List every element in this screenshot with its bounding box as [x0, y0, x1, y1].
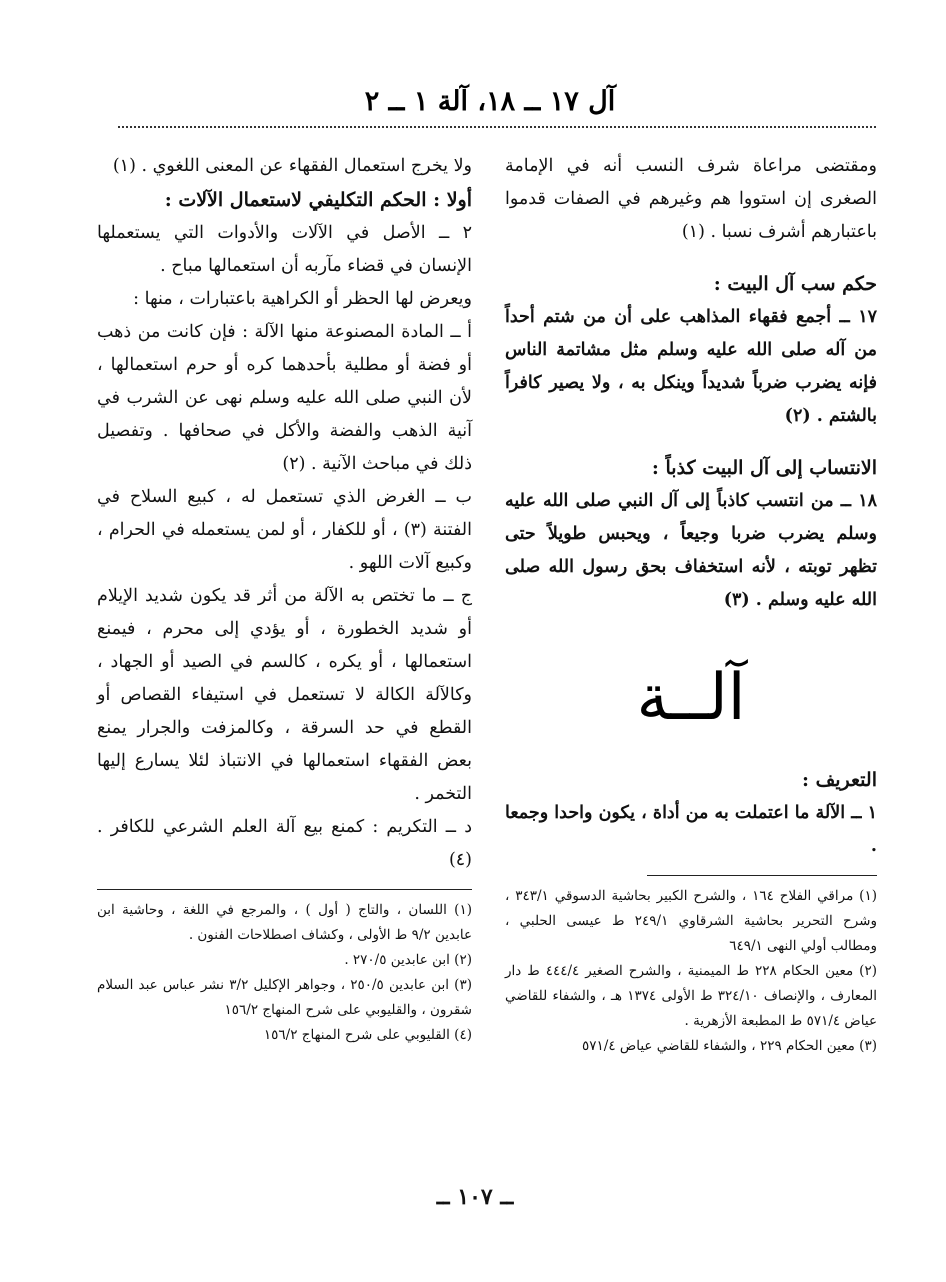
footnotes-right	[505, 884, 877, 1059]
page-header: آل ١٧ ــ ١٨، آلة ١ ــ ٢	[364, 86, 616, 117]
heading-false-lineage: الانتساب إلى آل البيت كذباً :	[651, 457, 877, 479]
footnote-divider-right	[647, 875, 877, 876]
item-d: د ــ التكريم : كمنع بيع آلة العلم الشرعي للكافر . (٤)	[97, 817, 472, 870]
heading-insult-ruling: حكم سب آل البيت :	[713, 273, 877, 295]
paragraph-2: ٢ ــ الأصل في الآلات والأدوات التي يستعملها الإنسان في قضاء مآربه أن استعمالها مباح .	[97, 223, 472, 276]
footnote-right-3: (٣) معين الحكام ٢٢٩ ، والشفاء للقاضي عياض ٥٧١/٤	[582, 1038, 877, 1054]
footnote-right-1: (١) مراقي الفلاح ١٦٤ ، والشرح الكبير بحاشية الدسوقي ٣٤٣/١ ، وشرح التحرير بحاشية الشرقاوي ٢٤٩/١ ط عيسى الحلبي ، ومطالب أولي النهى ٦٤٩/١	[505, 888, 877, 954]
paragraph-17: ١٧ ــ أجمع فقهاء المذاهب على أن من شتم أحداً من آله صلى الله عليه وسلم مثل مشاتمة الناس فإنه يضرب ضرباً شديداً وينكل به ، ولا يصير كافراً بالشتم . (٢)	[505, 307, 877, 426]
paragraph-2b: ويعرض لها الحظر أو الكراهية باعتبارات ، منها :	[133, 289, 472, 309]
paragraph-18: ١٨ ــ من انتسب كاذباً إلى آل النبي صلى الله عليه وسلم يضرب ضربا وجيعاً ، ويحبس طويلاً حتى تظهر توبته ، لأنه استخفاف بحق رسول الله صلى الله عليه وسلم . (٣)	[505, 491, 877, 610]
heading-definition: التعريف :	[801, 769, 877, 791]
item-a: أ ــ المادة المصنوعة منها الآلة : فإن كانت من ذهب أو فضة أو مطلية بأحدهما كره أو حرم استعمالها ، لأن النبي صلى الله عليه وسلم نهى عن الشرب في آنية الذهب والفضة والأكل في صحافها . وتفصيل ذلك في مباحث الآنية . (٢)	[97, 322, 472, 474]
item-c: ج ــ ما تختص به الآلة من أثر قد يكون شديد الإيلام أو شديد الخطورة ، أو يؤدي إلى محرم ، فيمنع استعمالها ، أو يكره ، كالسم في الصيد أو الجهاد ، وكالآلة الكالة لا تستعمل في استيفاء القصاص أو القطع في حد السرقة ، وكالمزفت والجرار يمنع بعض الفقهاء استعمالها في الانتباذ لئلا يسارع إليها التخمر .	[97, 586, 472, 804]
paragraph-1: ١ ــ الآلة ما اعتملت به من أداة ، يكون واحدا وجمعا .	[505, 803, 877, 856]
calligraphy-title: آلــة	[636, 661, 746, 735]
footnote-right-2: (٢) معين الحكام ٢٢٨ ط الميمنية ، والشرح الصغير ٤٤٤/٤ ط دار المعارف ، والإنصاف ٣٢٤/١٠ ط الأولى ١٣٧٤ هـ ، والشفاء للقاضي عياض ٥٧١/٤ ط المطبعة الأزهرية .	[505, 963, 877, 1029]
footnote-left-2: (٢) ابن عابدين ٢٧٠/٥ .	[344, 952, 472, 968]
page-number: ــ ١٠٧ ــ	[436, 1184, 514, 1210]
right-column	[505, 150, 877, 1059]
heading-legal-ruling: أولا : الحكم التكليفي لاستعمال الآلات :	[164, 189, 472, 211]
left-column	[97, 150, 472, 1048]
footnotes-left	[97, 898, 472, 1048]
right-intro-paragraph: ومقتضى مراعاة شرف النسب أنه في الإمامة الصغرى إن استووا هم وغيرهم في الصفات قدموا باعتبارهم أشرف نسبا . (١)	[505, 156, 877, 242]
footnote-left-3: (٣) ابن عابدين ٢٥٠/٥ ، وجواهر الإكليل ٣/٢ نشر عباس عبد السلام شقرون ، والقليوبي على شرح المنهاج ١٥٦/٢	[97, 977, 472, 1018]
header-divider	[118, 126, 876, 128]
left-intro-paragraph: ولا يخرج استعمال الفقهاء عن المعنى اللغوي . (١)	[112, 156, 472, 176]
footnote-left-1: (١) اللسان ، والتاج ( أول ) ، والمرجع في اللغة ، وحاشية ابن عابدين ٩/٢ ط الأولى ، وكشاف اصطلاحات الفنون .	[97, 902, 472, 943]
footnote-divider-left	[97, 889, 472, 890]
footnote-left-4: (٤) القليوبي على شرح المنهاج ١٥٦/٢	[263, 1027, 472, 1043]
item-b: ب ــ الغرض الذي تستعمل له ، كبيع السلاح في الفتنة (٣) ، أو للكفار ، أو لمن يستعمله في الحرام ، وكبيع آلات اللهو .	[97, 487, 473, 573]
